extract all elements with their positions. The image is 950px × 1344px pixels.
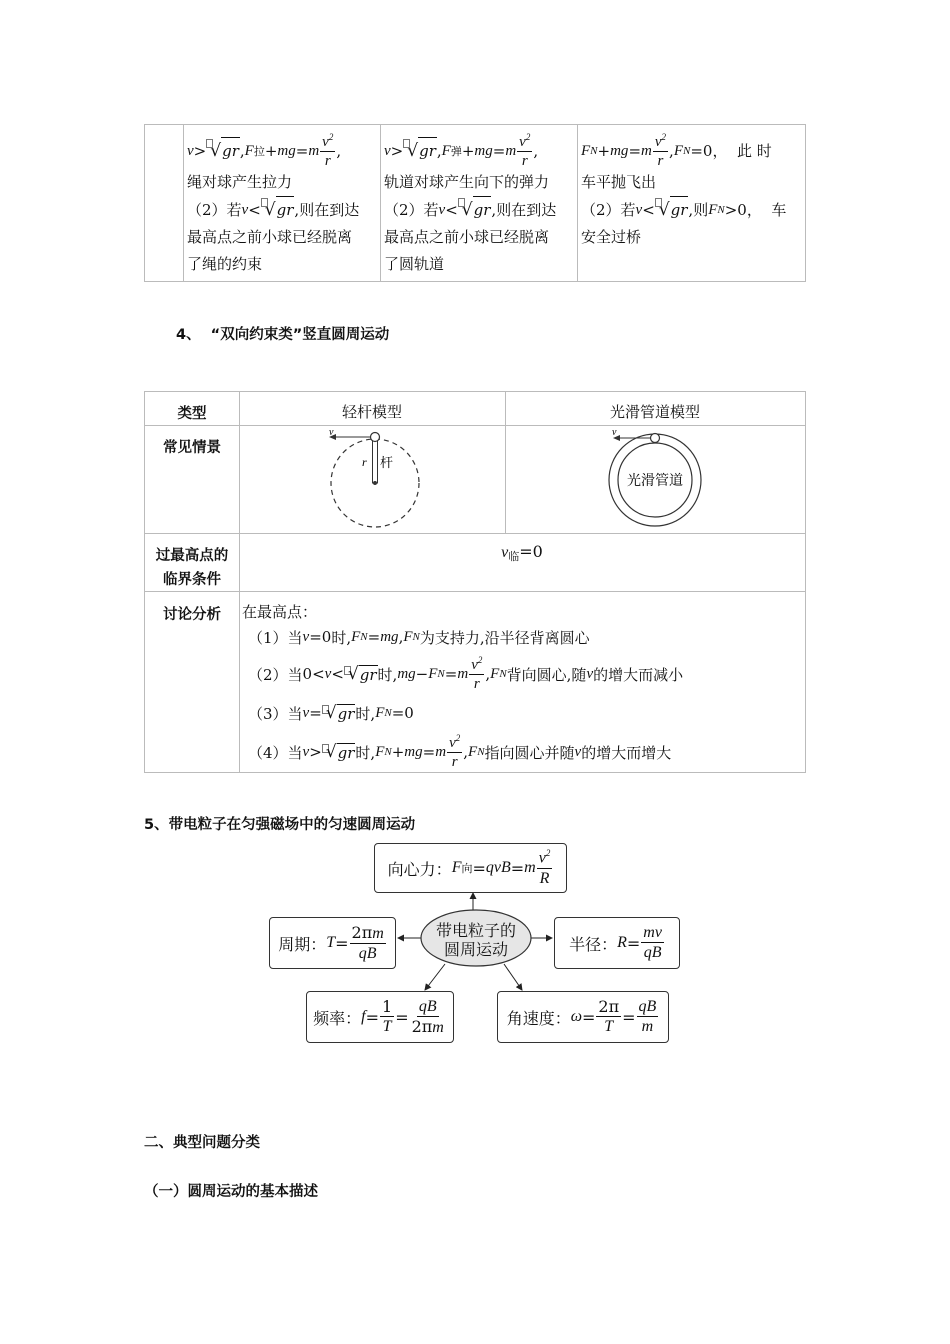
track-line4: 最高点之前小球已经脱离 xyxy=(384,228,550,246)
header-type: 类型 xyxy=(177,406,207,422)
disc-case4: （4）当 v > √ gr 时, F N + mg = m $\frac{v^2}{r}$ , F N 指向圆心并随 v 的增大而增大 xyxy=(248,733,672,770)
rope-line2: 绳对球产生拉力 xyxy=(187,173,293,191)
section4-title: 4、 “双向约束类”竖直圆周运动 xyxy=(176,327,390,343)
section-two-subtitle: （一）圆周运动的基本描述 xyxy=(144,1184,318,1200)
track-line5: 了圆轨道 xyxy=(384,255,445,273)
radius-box: 半径： R = $\frac{mv}{qB}$ xyxy=(554,917,680,969)
bridge-model-cell xyxy=(577,125,805,281)
constraint-table xyxy=(144,391,806,773)
section5-title: 5、带电粒子在匀强磁场中的匀速圆周运动 xyxy=(144,817,416,833)
section-two-title: 二、典型问题分类 xyxy=(144,1135,260,1151)
top-table xyxy=(144,124,806,282)
rod-pivot xyxy=(373,481,377,485)
rod-v-label: v xyxy=(329,428,334,438)
rope-line5: 了绳的约束 xyxy=(187,255,263,273)
track-model-cell xyxy=(380,125,577,281)
rod-ball xyxy=(371,433,380,442)
rod-label: 杆 xyxy=(380,456,394,471)
rope-model-cell xyxy=(183,125,380,281)
disc-intro: 在最高点： xyxy=(242,603,318,621)
tube-ball xyxy=(651,434,660,443)
bridge-line4: 安全过桥 xyxy=(581,228,642,246)
track-line2: 轨道对球产生向下的弹力 xyxy=(384,173,550,191)
disc-case3: （3）当 v = √ gr 时, F N =0 xyxy=(248,703,414,723)
track-case2: （2）若 v < √ gr , 则在到达 xyxy=(384,196,574,224)
arrow-to-frequency xyxy=(425,964,445,990)
center-node-label: 带电粒子的 圆周运动 xyxy=(435,921,516,959)
discussion-content xyxy=(242,600,802,776)
tube-v-label: v xyxy=(612,428,617,438)
row-label-discussion: 讨论分析 xyxy=(163,607,221,623)
row-label-critical: 过最高点的 临界条件 xyxy=(155,548,229,588)
bridge-line2: 车平抛飞出 xyxy=(581,173,657,191)
track-condition-line: v > √ gr , F 弹 + mg = m $\frac{v^2}{r}$ , xyxy=(384,132,539,169)
centripetal-force-box: 向心力： F 向 = qvB = m $\frac{v^2}{R}$ xyxy=(374,843,567,893)
rope-condition-line: v > √ gr , F 拉 + mg = m $\frac{v^2}{r}$ , xyxy=(187,132,342,169)
tube-model-diagram xyxy=(600,428,720,528)
angular-velocity-box: 角速度： ω = $\frac{2\pi}{T}$ = $\frac{qB}{m}$ xyxy=(497,991,669,1043)
header-tube-model: 光滑管道模型 xyxy=(609,403,700,421)
disc-case1: （1）当 v =0 时, F N = mg , F N 为支持力,沿半径背离圆心 xyxy=(248,628,590,647)
row-label-scene: 常见情景 xyxy=(163,440,221,456)
period-box: 周期： T = $\frac{2\pi m}{qB}$ xyxy=(269,917,396,969)
frequency-box: 频率： f = $\frac{1}{T}$ = $\frac{qB}{2\pi m}$ xyxy=(306,991,454,1043)
header-rod-model: 轻杆模型 xyxy=(341,403,402,421)
rod-r-label: r xyxy=(362,455,367,469)
rope-case2: （2）若 v < √ gr , 则在到达 xyxy=(187,196,377,224)
bridge-case2: （2）若 v < √ gr , 则 F N >0， 车 xyxy=(581,196,802,224)
disc-case2: （2）当 0< v < √ gr 时, mg − F N = m $\frac{v^2}{r}$ , F N 背向圆心,随 v 的增大而减小 xyxy=(248,655,684,692)
bridge-condition-line: F N + mg = m $\frac{v^2}{r}$ , F N =0 ， 此 时 xyxy=(581,132,772,169)
rod-bar xyxy=(373,439,378,483)
rope-line4: 最高点之前小球已经脱离 xyxy=(187,228,353,246)
rod-model-diagram xyxy=(315,428,435,528)
arrow-to-omega xyxy=(504,964,522,990)
tube-label: 光滑管道 xyxy=(627,473,683,489)
critical-condition-value: $v_临=0$ xyxy=(501,542,543,563)
